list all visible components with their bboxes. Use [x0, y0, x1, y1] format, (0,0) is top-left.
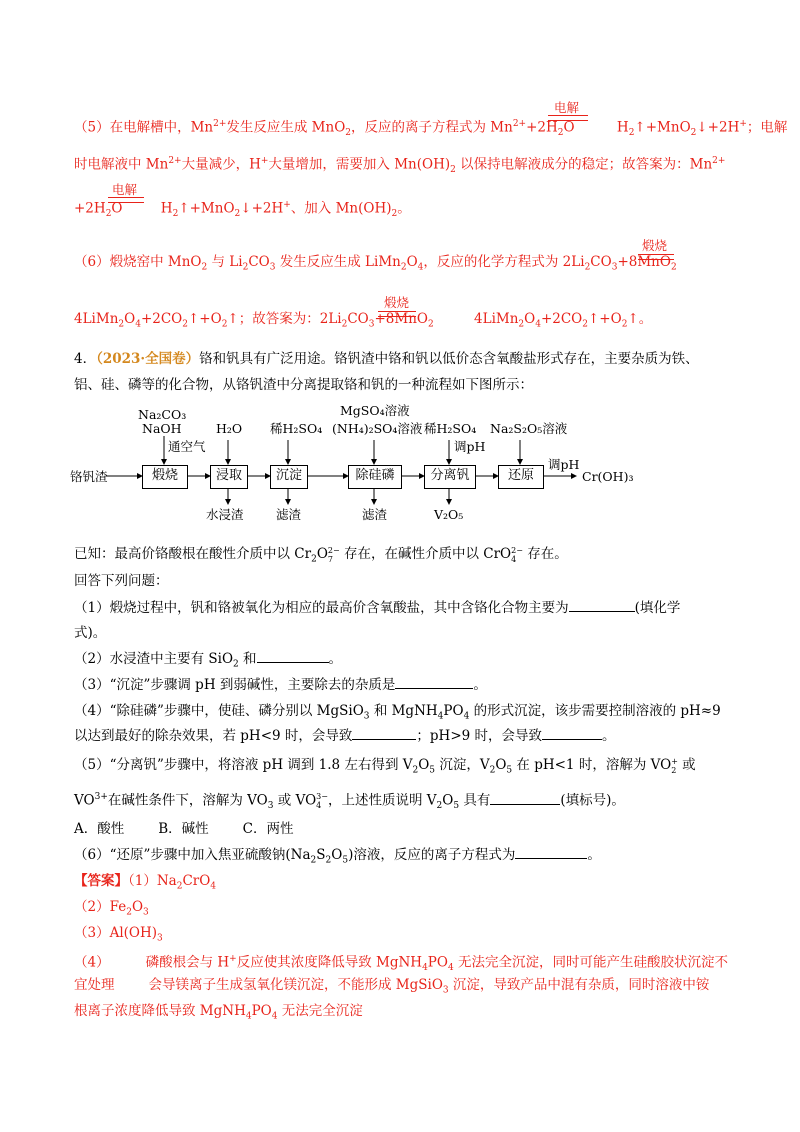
answer-blank[interactable]	[542, 739, 602, 740]
question4-intro-line2: 铝、硅、磷等的化合物，从铬钒渣中分离提取铬和钒的一种流程如下图所示：	[74, 377, 533, 393]
question-5-cont: $VO^{3+}$在碱性条件下，溶解为 $VO_3$ 或 VO 3− 4 ，上述性质说明 $V_2O_5$ 具有 (填标号)。	[74, 792, 625, 812]
step-calcination: 煅烧	[142, 465, 188, 489]
output-adjust-ph: 调pH	[548, 457, 580, 472]
answer-blank[interactable]	[352, 739, 416, 740]
question-4: （4）“除硅磷”步骤中，使硅、磷分别以 MgSiO$_3$ 和 $MgNH_4PO_4$ 的形式沉淀，该步需要控制溶液的 pH≈9	[74, 703, 721, 722]
question-3: （3）“沉淀”步骤调 pH 到弱碱性，主要除去的杂质是 。	[74, 677, 487, 693]
output-filter-residue: 滤渣	[276, 507, 302, 522]
step-remove-si-p: 除硅磷	[348, 465, 402, 489]
step-separate-v: 分离钒	[424, 465, 476, 489]
output-v2o5: V₂O₅	[434, 507, 464, 522]
answer-blank[interactable]	[490, 804, 560, 805]
answer5-line2: 时电解液中 $Mn^{2+}$大量减少，H+大量增加，需要加入 $Mn(OH)_2$ 以保持电解液成分的稳定；故答案为：$Mn^{2+}$	[74, 156, 726, 176]
question-6: （6）“还原”步骤中加入焦亚硫酸钠$(Na_2S_2O_5)$溶液，反应的离子方程式为 。	[74, 847, 601, 866]
answer-blank[interactable]	[395, 688, 473, 689]
answer-label: 【答案】	[74, 873, 128, 889]
answer6-line1: （6）煅烧窑中 MnO$_2$ 与 $Li_2CO_3$ 发生反应生成 $LiMn_2O_4$，反应的化学方程式为 $2Li_2CO_3+8MnO_2$	[74, 254, 677, 273]
answer-1: 【答案】$(1)Na_2CrO_4$	[74, 873, 217, 892]
calcination-condition-2: 煅烧	[384, 295, 410, 310]
answer-blank[interactable]	[569, 611, 635, 612]
answer-4-line1: （4） 磷酸根会与 H+反应使其浓度降低导致 $MgNH_4PO_4$ 无法完全沉淀，同时可能产生硅酸胶状沉淀不	[74, 954, 728, 974]
question-1-cont: 式)。	[74, 625, 107, 641]
option-c[interactable]: C．两性	[242, 821, 294, 837]
output-filter-residue-2: 滤渣	[362, 507, 388, 522]
start-material: 铬钒渣	[70, 469, 108, 484]
input-na2co3: Na₂CO₃	[138, 407, 187, 422]
option-a[interactable]: A．酸性	[74, 821, 125, 837]
answer-4-line2: 宜处理 会导镁离子生成氢氧化镁沉淀，不能形成 MgSiO$_3$ 沉淀，导致产品中混有杂质，同时溶液中铵	[74, 977, 710, 996]
input-water: H₂O	[216, 421, 243, 436]
electrolysis-condition-2: 电解	[112, 182, 138, 197]
question-2: （2）水浸渣中主要有 SiO$_2$ 和 。	[74, 651, 343, 670]
question-4-cont: 以达到最好的除杂效果，若 pH<9 时，会导致 ；pH>9 时，会导致 。	[74, 728, 616, 744]
output-leach-residue: 水浸渣	[206, 507, 244, 522]
input-na2s2o5: Na₂S₂O₅溶液	[490, 421, 568, 436]
question-1: （1）煅烧过程中，钒和铬被氧化为相应的最高价含氧酸盐，其中含铬化合物主要为 (填化学	[74, 600, 681, 616]
input-nh4so4: (NH₄)₂SO₄溶液	[332, 421, 423, 436]
answer-blank[interactable]	[515, 858, 587, 859]
option-b[interactable]: B．碱性	[158, 821, 209, 837]
input-naoh: NaOH	[142, 421, 182, 436]
process-flowchart	[70, 398, 690, 528]
step-precipitation: 沉淀	[270, 465, 308, 489]
question-source: （2023·全国卷）	[96, 351, 200, 367]
known-info: 已知：最高价铬酸根在酸性介质中以 $Cr_2O$ 2− 7 存在，在碱性介质中以 CrO 2− 4 存在。	[74, 545, 568, 565]
calcination-condition: 煅烧	[642, 238, 668, 253]
options	[74, 820, 294, 838]
answer-prompt: 回答下列问题：	[74, 573, 169, 589]
input-air: 通空气	[168, 439, 206, 454]
answer-4-line3: 根离子浓度降低导致 $MgNH_4PO_4$ 无法完全沉淀	[74, 1003, 363, 1022]
answer5-line1: （5）在电解槽中，$Mn^{2+}$发生反应生成 MnO$_2$，反应的离子方程式为 $Mn^{2+}+2H_2O$ $H_2↑+MnO_2↓+2H^+$；电解	[74, 119, 788, 139]
answer-2: $(2)Fe_2O_3$	[74, 899, 149, 918]
step-leaching: 浸取	[210, 465, 248, 489]
question-5: （5）“分离钒”步骤中，将溶液 pH 调到 1.8 左右得到 $V_2O_5$ 沉淀，$V_2O_5$ 在 pH<1 时，溶解为 VO + 2 或	[74, 756, 696, 776]
answer-3: $(3)Al(OH)_3$	[74, 925, 163, 944]
input-mgso4: MgSO₄溶液	[340, 403, 410, 418]
step-reduction: 还原	[498, 465, 544, 489]
product-cr-oh-3: Cr(OH)₃	[582, 469, 634, 484]
electrolysis-condition: 电解	[554, 100, 580, 115]
input-adjust-ph: 调pH	[454, 439, 486, 454]
question4-intro-line1: 4．（2023·全国卷）铬和钒具有广泛用途。铬钒渣中铬和钒以低价态含氧酸盐形式存在，主要杂质为铁、	[74, 351, 699, 367]
answer6-line2: $4LiMn_2O_4+2CO_2↑+O_2↑$；故答案为：$2Li_2CO_3+8MnO_2$ $4LiMn_2O_4+2CO_2↑+O_2↑$。	[74, 311, 653, 330]
answer-blank[interactable]	[257, 662, 329, 663]
answer5-line3: $+2H_2O$ $H_2↑+MnO_2↓+2H^+$、加入 $Mn(OH)_2$。	[74, 200, 411, 220]
input-dilute-h2so4-2: 稀H₂SO₄	[424, 421, 477, 436]
input-dilute-h2so4: 稀H₂SO₄	[270, 421, 323, 436]
